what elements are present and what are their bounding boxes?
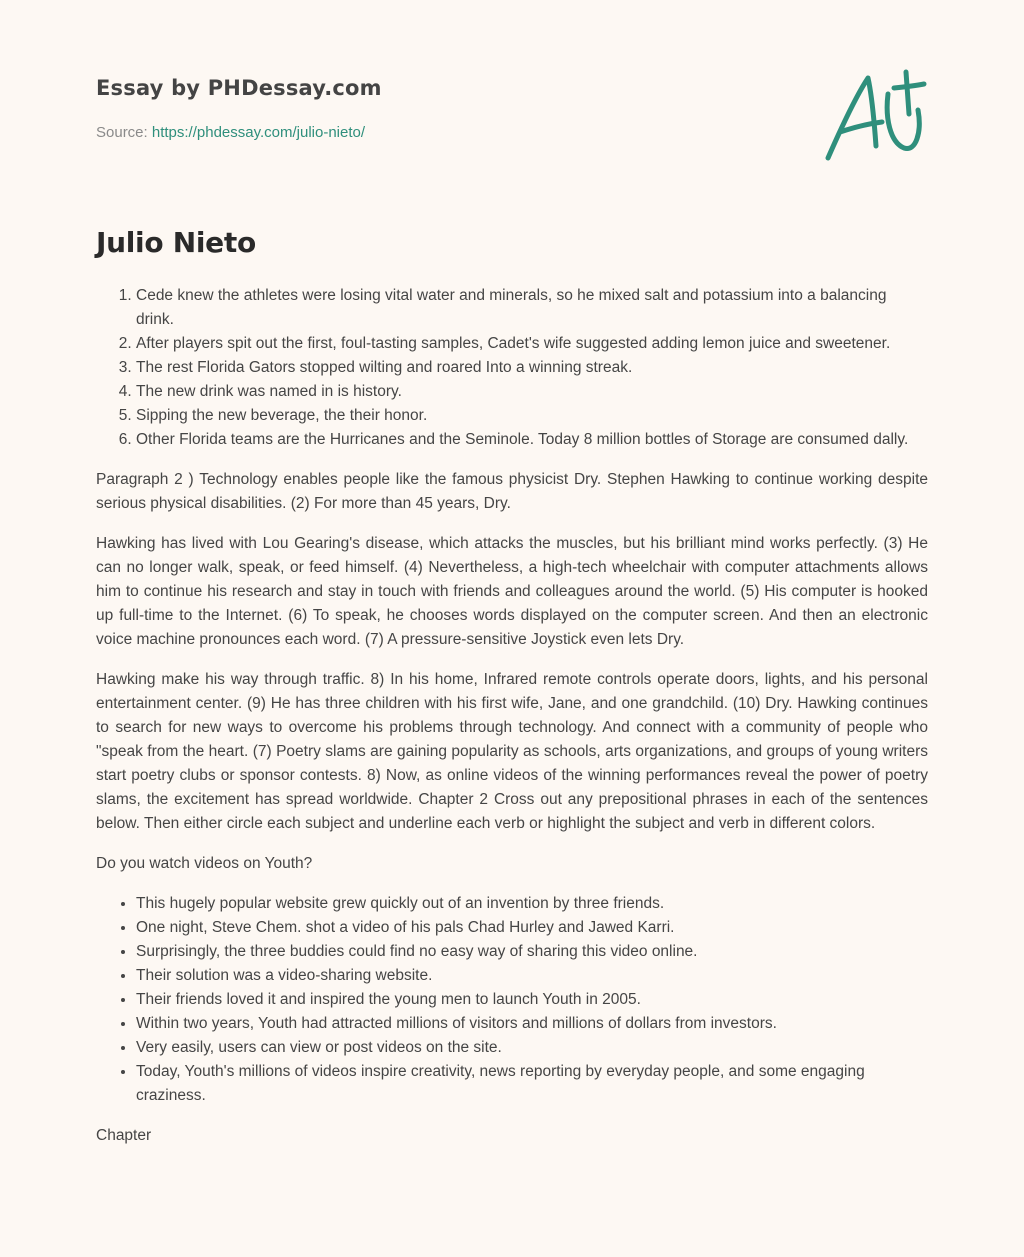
a-plus-logo-icon bbox=[822, 66, 928, 166]
list-item: • Today, Youth's millions of videos inspire creativity, news reporting by everyday people, and some engaging craziness. bbox=[136, 1060, 928, 1108]
list-item: • Their solution was a video-sharing website. bbox=[136, 964, 928, 988]
list-item: • One night, Steve Chem. shot a video of his pals Chad Hurley and Jawed Karri. bbox=[136, 916, 928, 940]
source-link[interactable]: https://phdessay.com/julio-nieto/ bbox=[151, 124, 366, 141]
site-header bbox=[96, 0, 928, 170]
list-item: 1. Cede knew the athletes were losing vital water and minerals, so he mixed salt and potassium into a balancing drink. bbox=[136, 284, 928, 332]
paragraph: Hawking has lived with Lou Gearing's disease, which attacks the muscles, but his brilliant mind works perfectly. (3) He can no longer walk, speak, or feed himself. (4) Nevertheless, a high-tech wheelchair with computer attachments allows him to continue his research and stay in touch with friends and colleagues around the world. (5) His computer is hooked up full-time to the Internet. (6) To speak, he chooses words displayed on the computer screen. And then an electronic voice machine pronounces each word. (7) A pressure-sensitive Joystick even lets Dry. bbox=[96, 535, 928, 648]
paragraph: Hawking make his way through traffic. 8) In his home, Infrared remote controls operate doors, lights, and his personal entertainment center. (9) He has three children with his first wife, Jane, and one grandchild. (10) Dry. Hawking continues to search for new ways to overcome his problems through technology. And connect with a community of people who "speak from the heart. (7) Poetry slams are gaining popularity as schools, arts organizations, and groups of young writers start poetry clubs or sponsor contests. 8) Now, as online videos of the winning performances reveal the power of poetry slams, the excitement has spread worldwide. Chapter 2 Cross out any prepositional phrases in each of the sentences below. Then either circle each subject and underline each verb or highlight the subject and verb in different colors. bbox=[96, 671, 928, 832]
document-body bbox=[96, 284, 928, 1164]
list-item: 2. After players spit out the first, foul-tasting samples, Cadet's wife suggested adding lemon juice and sweetener. bbox=[136, 332, 928, 356]
list-item: • This hugely popular website grew quickly out of an invention by three friends. bbox=[136, 892, 928, 916]
trailing-text: Chapter bbox=[96, 1127, 152, 1144]
paragraph: Paragraph 2 ) Technology enables people like the famous physicist Dry. Stephen Hawking to continue working despite serious physical disabilities. (2) For more than 45 years, Dry. bbox=[96, 471, 928, 512]
source-label: Source: bbox=[96, 124, 148, 141]
list-item: 6. Other Florida teams are the Hurricanes and the Seminole. Today 8 million bottles of Storage are consumed dally. bbox=[136, 428, 928, 452]
list-item: 3. The rest Florida Gators stopped wilting and roared Into a winning streak. bbox=[136, 356, 928, 380]
list-item: • Very easily, users can view or post videos on the site. bbox=[136, 1036, 928, 1060]
list-item: • Surprisingly, the three buddies could find no easy way of sharing this video online. bbox=[136, 940, 928, 964]
list-item: 5. Sipping the new beverage, the their honor. bbox=[136, 404, 928, 428]
list-item: • Within two years, Youth had attracted millions of visitors and millions of dollars from investors. bbox=[136, 1012, 928, 1036]
essay-page bbox=[96, 0, 928, 1144]
list-item: 4. The new drink was named in is history. bbox=[136, 380, 928, 404]
paragraph: Do you watch videos on Youth? bbox=[96, 855, 313, 872]
site-title: Essay by PHDessay.com bbox=[96, 76, 382, 100]
document-title: Julio Nieto bbox=[96, 226, 256, 259]
bullet-list bbox=[96, 892, 928, 1108]
source-line bbox=[96, 124, 365, 141]
list-item: • Their friends loved it and inspired the young men to launch Youth in 2005. bbox=[136, 988, 928, 1012]
numbered-list bbox=[96, 284, 928, 452]
